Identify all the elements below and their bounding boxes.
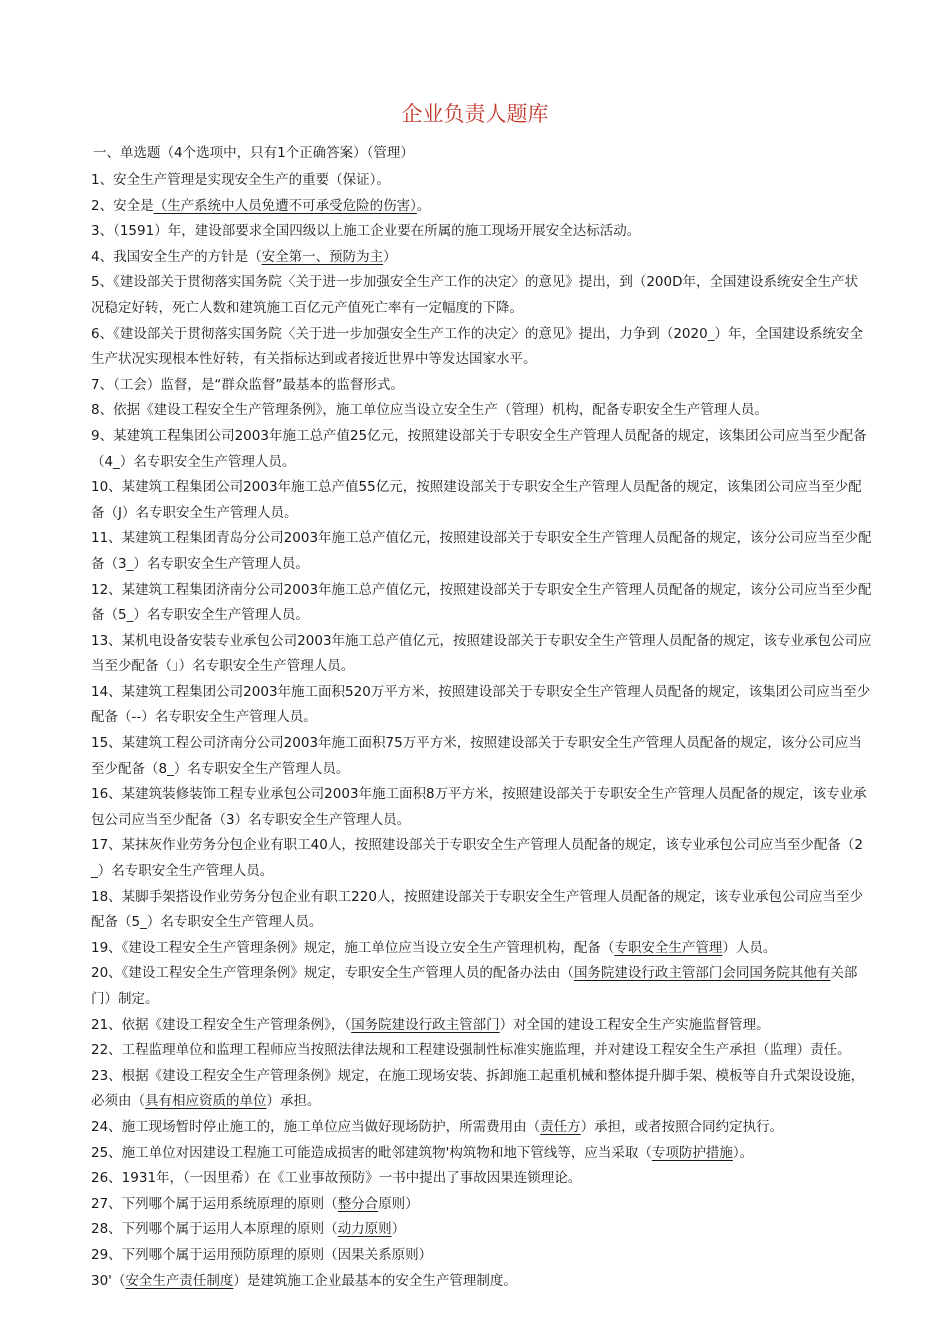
question-line [67,552,887,578]
question-text: 门）制定。 [91,991,159,1007]
question-text: 17、某抹灰作业劳务分包企业有职工40人，按照建设部关于专职安全生产管理人员配备的规定，该专业承包公司应当至少配备（2 [91,837,863,854]
question-line [67,885,887,911]
question-line [67,910,887,936]
question-text: 23、根据《建设工程安全生产管理条例》规定，在施工现场安装、拆卸施工起重机械和整体提升脚手架、模板等自升式架设设施， [91,1067,865,1084]
question-text: 原则） [378,1195,419,1212]
question-text: 26、1931年，（一因里希）在《工业事故预防》一书中提出了事故因果连锁理论。 [91,1170,582,1187]
question-text: 况稳定好转，死亡人数和建筑施工百亿元产值死亡率有一定幅度的下降。 [91,299,523,316]
question-text: ） [383,248,397,265]
question-line [67,1089,887,1115]
question-text: 11、某建筑工程集团青岛分公司2003年施工总产值亿元，按照建设部关于专职安全生产管理人员配备的规定，该分公司应当至少配 [91,530,872,547]
question-line [67,1115,887,1141]
answer-text: 动力原则 [337,1221,392,1238]
question-text: ）承担。 [266,1093,321,1110]
question-text: 10、某建筑工程集团公司2003年施工总产值55亿元，按照建设部关于专职安全生产管理人员配备的规定，该集团公司应当至少配 [91,479,862,496]
question-text: 24、施工现场暂时停止施工的，施工单位应当做好现场防护，所需费用由（ [91,1118,541,1135]
question-line [67,270,887,296]
question-line [67,731,887,757]
question-line [67,961,887,987]
question-text: ）是建筑施工企业最基本的安全生产管理制度。 [233,1272,517,1289]
question-text: 备（3_）名专职安全生产管理人员。 [91,555,309,572]
question-line [67,1243,887,1269]
answer-text: 国务院建设行政主管部门会同国务院其他有 [573,965,831,982]
question-line [67,1217,887,1243]
question-line [67,578,887,604]
answer-text: 具有相应资质的单位 [145,1093,267,1110]
question-line [67,808,887,834]
question-line [67,526,887,552]
question-text: 27、下列哪个属于运用系统原理的原则（ [91,1195,338,1212]
question-text: 7、（工会）监督，是“群众监督”最基本的监督形式。 [91,376,404,393]
question-line [67,168,887,194]
answer-text: 专项防护措施 [651,1144,733,1161]
question-line [67,1038,887,1064]
question-text: 。 [416,197,431,214]
question-line [67,1064,887,1090]
question-text: ）承担，或者按照合同约定执行。 [580,1118,784,1135]
question-line [67,936,887,962]
section-heading: 一、单选题（4个选项中，只有1个正确答案）（管理） [93,145,414,161]
answer-text: 国务院建设行政主管部门 [351,1016,500,1033]
question-text: 30'（ [91,1272,126,1289]
question-line [67,705,887,731]
question-line [67,475,887,501]
question-text: 28、下列哪个属于运用人本原理的原则（ [91,1221,338,1238]
answer-text: 安全生产责任制度 [125,1272,234,1289]
question-line [67,680,887,706]
question-line [67,833,887,859]
question-text: ）人员。 [722,939,777,956]
question-line [67,322,887,348]
question-line [67,424,887,450]
answer-text: 专职安全生产管理 [614,939,723,956]
question-line [67,1269,887,1295]
question-line [67,629,887,655]
question-line [67,757,887,783]
question-line [67,450,887,476]
question-text: 关部 [830,965,858,982]
answer-text: 整分合 [337,1195,379,1212]
answer-text: 安全第一、预防为主 [261,248,384,265]
question-text: 当至少配备（」）名专职安全生产管理人员。 [91,658,355,675]
question-line [67,398,887,424]
question-line [67,1192,887,1218]
question-text: _）名专职安全生产管理人员。 [91,863,274,880]
question-text: 1、安全生产管理是实现安全生产的重要（保证）。 [91,172,390,188]
question-text: 19、《建设工程安全生产管理条例》规定，施工单位应当设立安全生产管理机构，配备（ [91,939,615,956]
question-text: ）对全国的建设工程安全生产实施监督管理。 [499,1016,770,1033]
question-line [67,987,887,1013]
question-text: 20、《建设工程安全生产管理条例》规定，专职安全生产管理人员的配备办法由（ [91,965,574,982]
question-text: 8、依据《建设工程安全生产管理条例》，施工单位应当设立安全生产（管理）机构，配备专职安全生产管理人员。 [91,402,768,419]
question-text: 21、依据《建设工程安全生产管理条例》，（ [91,1016,352,1033]
question-text: 6、《建设部关于贯彻落实国务院〈关于进一步加强安全生产工作的决定〉的意见》提出，力争到（2020_）年，全国建设系统安全 [91,325,863,342]
question-text: 包公司应当至少配备（3）名专职安全生产管理人员。 [91,811,411,828]
question-line [67,373,887,399]
question-text: 至少配备（8_）名专职安全生产管理人员。 [91,760,350,777]
question-text: 12、某建筑工程集团济南分公司2003年施工总产值亿元，按照建设部关于专职安全生产管理人员配备的规定，该分公司应当至少配 [91,581,872,598]
question-line [67,1141,887,1167]
question-text: ） [391,1221,406,1238]
question-text: 配备（5_）名专职安全生产管理人员。 [91,914,323,931]
question-text: 9、某建筑工程集团公司2003年施工总产值25亿元，按照建设部关于专职安全生产管理人员配备的规定，该集团公司应当至少配备 [91,427,867,444]
question-text: 2、安全是 [91,197,154,214]
page-title: 企业负责人题库 [401,102,549,126]
question-line [67,347,887,373]
question-line [67,859,887,885]
question-text: ）。 [732,1144,754,1161]
question-text: （4_）名专职安全生产管理人员。 [91,453,296,470]
question-line [67,219,887,245]
answer-text: 责任方 [540,1118,581,1135]
question-text: 4、我国安全生产的方针是（ [91,248,262,265]
question-line [67,194,887,220]
question-text: 生产状况实现根本性好转，有关指标达到或者接近世界中等发达国家水平。 [91,351,537,368]
question-text: 备（5_）名专职安全生产管理人员。 [91,607,309,624]
question-line [67,654,887,680]
question-text: 备（J）名专职安全生产管理人员。 [91,504,298,521]
question-text: 22、工程监理单位和监理工程师应当按照法律法规和工程建设强制性标准实施监理，并对建设工程安全生产承担（监理）责任。 [91,1042,851,1059]
question-text: 配备（--）名专职安全生产管理人员。 [91,709,317,726]
question-line [67,296,887,322]
answer-text: （生产系统中人员免遭不可承受危险的伤害） [153,197,417,214]
question-text: 18、某脚手架搭设作业劳务分包企业有职工220人，按照建设部关于专职安全生产管理人员配备的规定，该专业承包公司应当至少 [91,888,863,905]
question-text: 5、《建设部关于贯彻落实国务院〈关于进一步加强安全生产工作的决定〉的意见》提出，到（200D年，全国建设系统安全生产状 [91,274,859,291]
question-line [67,782,887,808]
question-text: 25、施工单位对因建设工程施工可能造成损害的毗邻建筑物'构筑物和地下管线等，应当采取（ [91,1144,652,1161]
question-text: 15、某建筑工程公司济南分公司2003年施工面积75万平方米，按照建设部关于专职安全生产管理人员配备的规定，该分公司应当 [91,735,862,752]
question-list [67,168,887,1294]
question-text: 必须由（ [91,1093,145,1110]
question-text: 13、某机电设备安装专业承包公司2003年施工总产值亿元，按照建设部关于专职安全生产管理人员配备的规定，该专业承包公司应 [91,632,872,649]
question-line [67,1013,887,1039]
question-text: 16、某建筑装修装饰工程专业承包公司2003年施工面积8万平方米，按照建设部关于专职安全生产管理人员配备的规定，该专业承 [91,786,867,803]
question-line [67,501,887,527]
question-line [67,603,887,629]
question-text: 29、下列哪个属于运用预防原理的原则（因果关系原则） [91,1246,433,1263]
question-text: 3、（1591）年，建设部要求全国四级以上施工企业要在所属的施工现场开展安全达标活动。 [91,223,641,240]
question-text: 14、某建筑工程集团公司2003年施工面积520万平方米，按照建设部关于专职安全生产管理人员配备的规定，该集团公司应当至少 [91,683,871,700]
question-line [67,245,887,271]
question-line [67,1166,887,1192]
